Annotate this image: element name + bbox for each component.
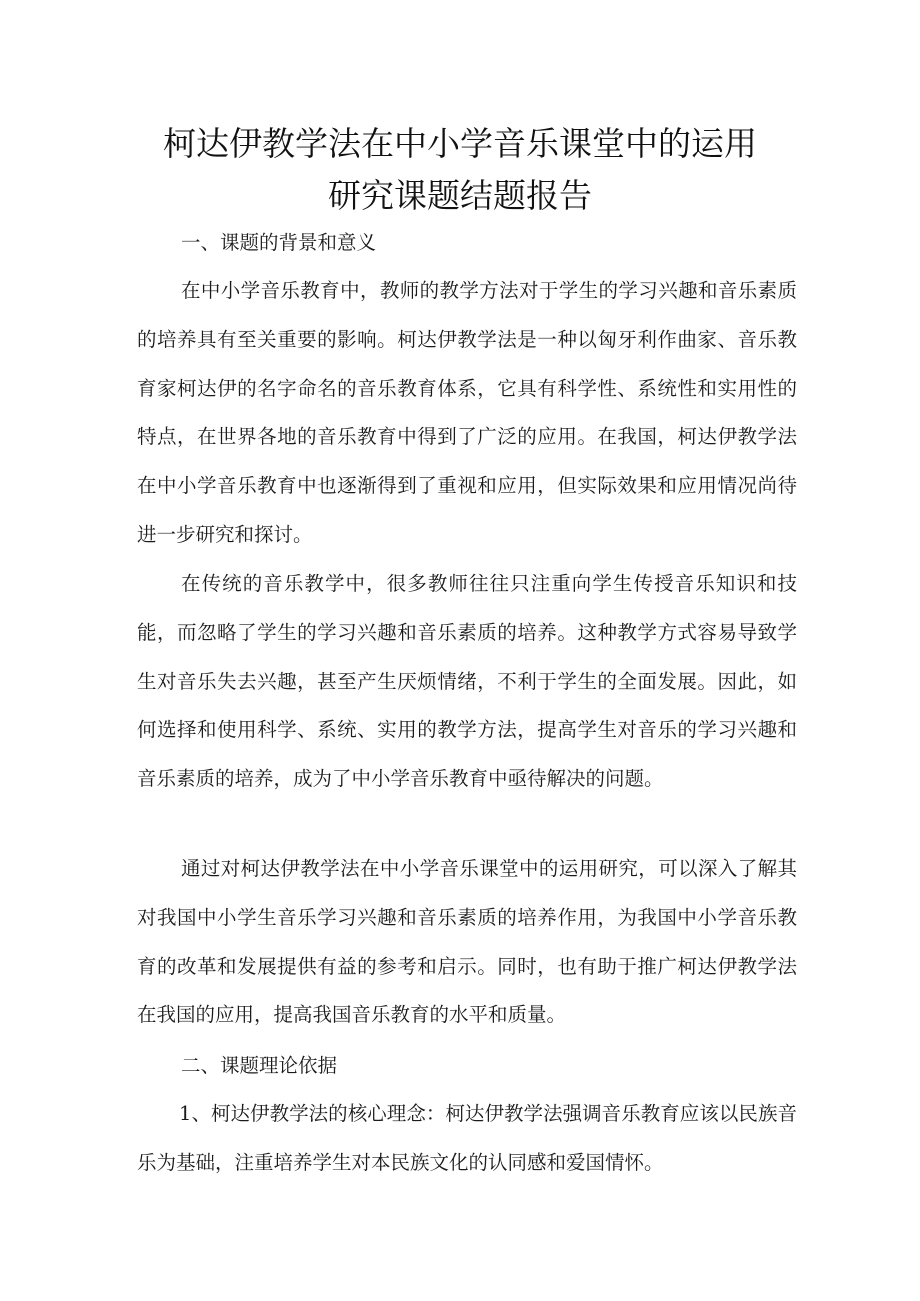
document-title-line-1: 柯达伊教学法在中小学音乐课堂中的运用 bbox=[163, 124, 757, 163]
document-title-line-2: 研究课题结题报告 bbox=[328, 176, 592, 215]
section-heading-background: 一、课题的背景和意义 bbox=[181, 231, 377, 254]
section-heading-theory: 二、课题理论依据 bbox=[181, 1054, 338, 1077]
paragraph-background-3: 通过对柯达伊教学法在中小学音乐课堂中的运用研究，可以深入了解其对我国中小学生音乐学习兴趣和音乐素质的培养作用，为我国中小学音乐教育的改革和发展提供有益的参考和启示。同时，也有助于推广柯达伊教学法在我国的应用，提高我国音乐教育的水平和质量。 bbox=[137, 857, 797, 1027]
paragraph-background-1: 在中小学音乐教育中，教师的教学方法对于学生的学习兴趣和音乐素质的培养具有至关重要的影响。柯达伊教学法是一种以匈牙利作曲家、音乐教育家柯达伊的名字命名的音乐教育体系，它具有科学性、系统性和实用性的特点，在世界各地的音乐教育中得到了广泛的应用。在我国，柯达伊教学法在中小学音乐教育中也逐渐得到了重视和应用，但实际效果和应用情况尚待进一步研究和探讨。 bbox=[137, 279, 797, 546]
theory-item-1: 1、柯达伊教学法的核心理念：柯达伊教学法强调音乐教育应该以民族音乐为基础，注重培养学生对本民族文化的认同感和爱国情怀。 bbox=[137, 1102, 797, 1174]
paragraph-background-2: 在传统的音乐教学中，很多教师往往只注重向学生传授音乐知识和技能，而忽略了学生的学习兴趣和音乐素质的培养。这种教学方式容易导致学生对音乐失去兴趣，甚至产生厌烦情绪，不利于学生的全面发展。因此，如何选择和使用科学、系统、实用的教学方法，提高学生对音乐的学习兴趣和音乐素质的培养，成为了中小学音乐教育中亟待解决的问题。 bbox=[137, 572, 797, 791]
